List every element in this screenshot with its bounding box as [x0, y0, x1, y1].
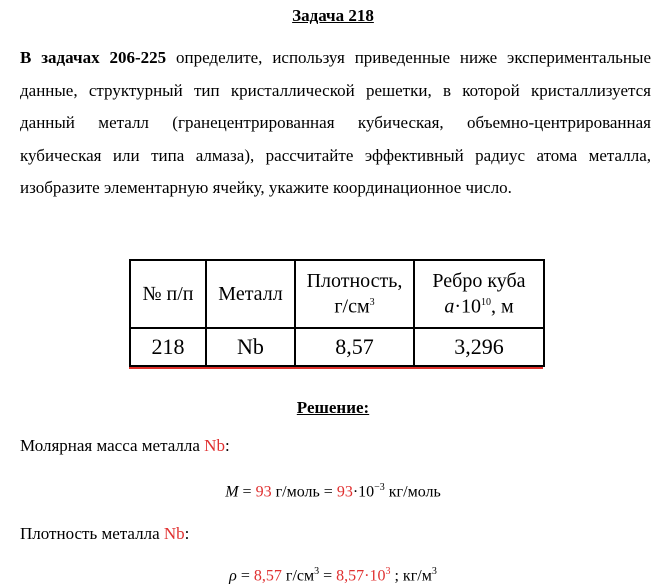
statement-text: определите, используя приведенные ниже экспериментальные данные, структурный тип кристаллической решетки, в которой кристаллизуется данный металл (гранецентрированная кубическая, объемно-центрированная кубическая или типа алмаза), рассчитайте эффективный радиус атома металла, изобразите элементарную ячейку, укажите координационное число. — [20, 48, 651, 198]
problem-title: Задача 218 — [292, 6, 374, 25]
header-density-sup: 3 — [369, 297, 375, 309]
molar-mass-label: Молярная масса металла Nb: — [20, 436, 230, 455]
molar-mass-formula: M = 93 г/моль = $93\cdot 10^{-3}$ кг/моль — [225, 482, 441, 501]
data-table — [129, 259, 545, 367]
cell-density: 8,57 — [295, 328, 414, 366]
header-edge-var: a — [444, 295, 455, 318]
cell-edge: 3,296 — [414, 328, 544, 366]
problem-statement — [20, 42, 651, 205]
header-num: № п/п — [130, 260, 206, 328]
table-underline — [129, 367, 543, 369]
solution-heading: Решение: — [296, 398, 370, 417]
cell-num: 218 — [130, 328, 206, 366]
statement-lead: В задачах 206-225 — [20, 48, 167, 67]
density-var: ρ — [229, 567, 237, 585]
cell-metal: Nb — [206, 328, 295, 366]
header-edge-line1: Ребро куба — [432, 270, 526, 293]
molar-metal: Nb — [204, 436, 225, 455]
header-edge-mid: ·10 — [454, 295, 481, 318]
header-edge-sup: 10 — [481, 297, 491, 309]
header-density-line1: Плотность, — [306, 270, 403, 293]
header-density-unit: г/см — [334, 295, 370, 318]
table-header-row — [130, 260, 544, 328]
density-metal: Nb — [163, 524, 185, 543]
header-density — [295, 260, 414, 328]
header-edge-unit: , м — [491, 295, 514, 318]
density-label: Плотность металла Nb: — [20, 524, 190, 543]
header-edge — [414, 260, 544, 328]
table-row — [130, 328, 544, 366]
header-metal: Металл — [206, 260, 295, 328]
density-formula: ρ = 8,57 $г/см^3 = 8,57\cdot 10^3$ ; $кг/м^3$ — [229, 566, 437, 585]
molar-var: M — [225, 483, 239, 501]
